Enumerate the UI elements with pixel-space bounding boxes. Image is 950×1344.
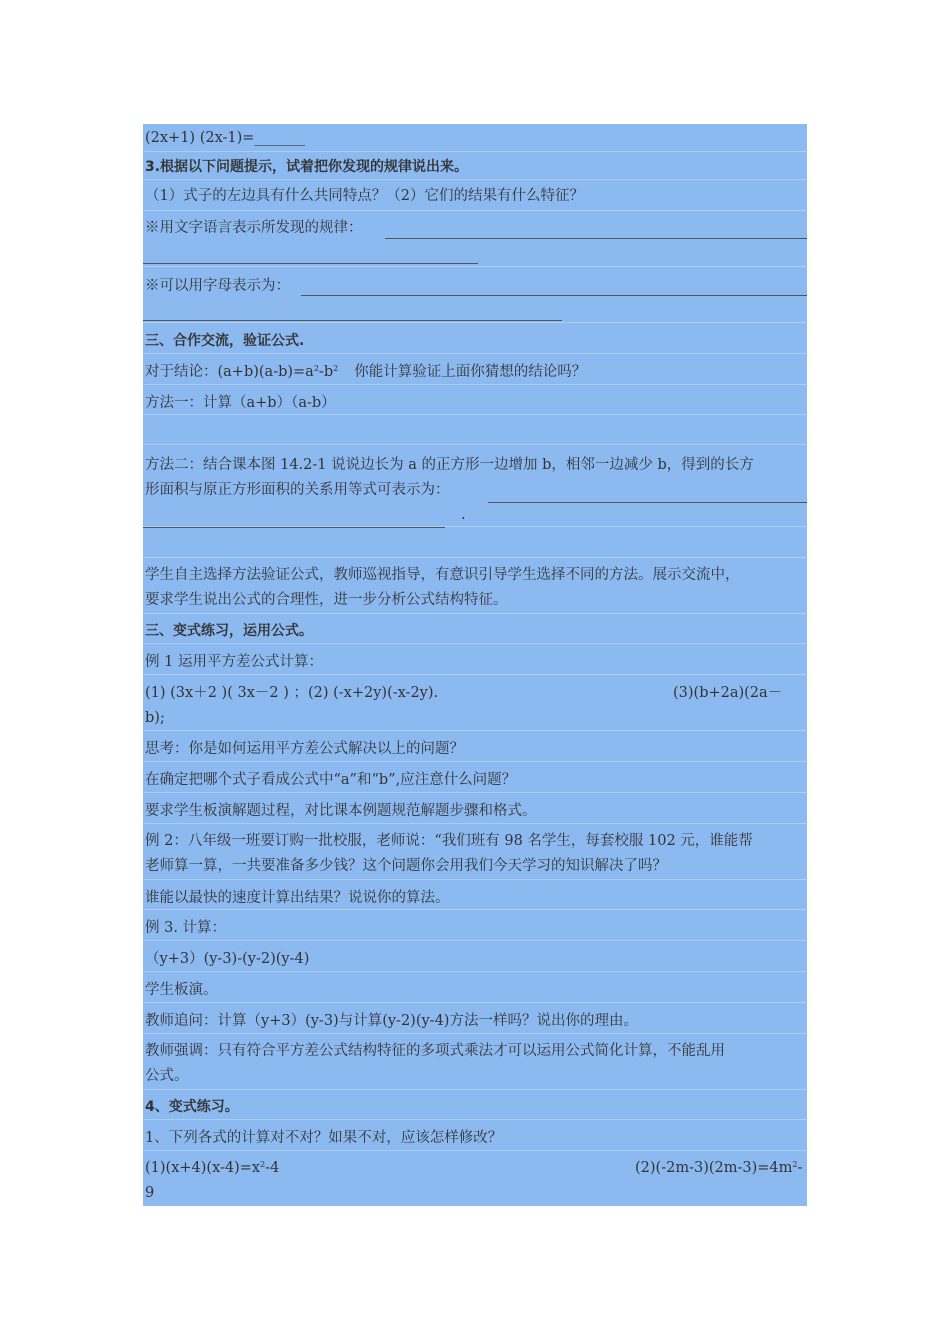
text-row xyxy=(143,124,807,152)
example-2-line-1: 例 2：八年级一班要订购一批校服，老师说：“我们班有 98 名学生，每套校服 102 元，谁能帮 xyxy=(145,833,753,849)
text-row xyxy=(143,731,807,762)
method-two-line-1: 方法二：结合课本图 14.2-1 说说边长为 a 的正方形一边增加 b，相邻一边减少 b，得到的长方 xyxy=(145,457,754,473)
student-board-demo: 学生板演。 xyxy=(145,982,218,998)
text-row xyxy=(143,910,807,941)
text-row xyxy=(143,1034,807,1090)
teacher-follow-up: 教师追问：计算（y+3）(y-3)与计算(y-2)(y-4)方法一样吗？说出你的理由。 xyxy=(145,1013,638,1029)
exponent: 2 xyxy=(313,364,319,373)
example-3-title: 例 3. 计算： xyxy=(145,920,227,936)
section-heading: 4、变式练习。 xyxy=(145,1099,239,1115)
text-row xyxy=(143,1151,807,1206)
conclusion-prefix: 对于结论：(a+b)(a-b)=a xyxy=(145,364,314,380)
example-3-expression: （y+3）(y-3)-(y-2)(y-4) xyxy=(145,951,310,967)
text-row xyxy=(143,972,807,1003)
text-row xyxy=(143,211,807,267)
text-row xyxy=(143,1090,807,1120)
exercise-1-item-2 xyxy=(635,1156,802,1181)
example-1-item-3-tail: b); xyxy=(145,710,165,726)
text-row xyxy=(143,824,807,880)
text-row xyxy=(143,1120,807,1151)
question-3: 3.根据以下问题提示，试着把你发现的规律说出来。 xyxy=(145,159,469,175)
answer-blank xyxy=(301,295,807,296)
text-row xyxy=(143,1003,807,1034)
example-1-title: 例 1 运用平方差公式计算： xyxy=(145,654,323,670)
text-row xyxy=(143,941,807,972)
teacher-emphasis-line-1: 教师强调：只有符合平方差公式结构特征的多项式乘法才可以运用公式简化计算，不能乱用 xyxy=(145,1043,725,1059)
exponent: 2 xyxy=(260,1160,266,1169)
text-row xyxy=(143,323,807,354)
exercise-1-item-1-b: -4 xyxy=(265,1160,280,1176)
text-row xyxy=(143,558,807,614)
exercise-1-item-2-tail: 9 xyxy=(145,1185,155,1201)
exercise-line: (2x+1) (2x-1)=_______ xyxy=(145,130,306,146)
answer-blank xyxy=(143,263,478,264)
text-row xyxy=(143,762,807,793)
rule-in-words-label: ※用文字语言表示所发现的规律： xyxy=(145,220,363,236)
answer-blank xyxy=(385,238,807,239)
text-row xyxy=(143,614,807,644)
attention-question: 在确定把哪个式子看成公式中“a”和“b”,应注意什么问题？ xyxy=(145,772,517,788)
board-demo-note: 要求学生板演解题过程，对比课本例题规范解题步骤和格式。 xyxy=(145,803,537,819)
text-row xyxy=(143,180,807,211)
text-row xyxy=(143,152,807,180)
section-heading: 三、变式练习，运用公式。 xyxy=(145,623,313,639)
text-row xyxy=(143,644,807,675)
answer-blank xyxy=(143,320,562,321)
text-row xyxy=(143,793,807,824)
answer-blank xyxy=(488,502,807,503)
exponent: 2 xyxy=(792,1160,798,1169)
text-row xyxy=(143,385,807,415)
hint-questions: （1）式子的左边具有什么共同特点？（2）它们的结果有什么特征？ xyxy=(145,188,584,204)
rule-in-letters-label: ※可以用字母表示为： xyxy=(145,278,290,294)
example-1-items: (1) (3x＋2 )( 3x－2 ) ；(2) (-x+2y)(-x-2y). xyxy=(145,685,439,701)
teaching-note-line-2: 要求学生说出公式的合理性，进一步分析公式结构特征。 xyxy=(145,592,508,608)
empty-row xyxy=(143,415,807,445)
example-2-line-2: 老师算一算，一共要准备多少钱？这个问题你会用我们今天学习的知识解决了吗？ xyxy=(145,858,667,874)
method-one: 方法一：计算（a+b）（a-b） xyxy=(145,395,336,411)
exercise-1-item-1-a: (1)(x+4)(x-4)=x xyxy=(145,1160,261,1176)
exercise-1-item-2-b: - xyxy=(797,1160,803,1176)
teaching-note-line-1: 学生自主选择方法验证公式，教师巡视指导，有意识引导学生选择不同的方法。展示交流中， xyxy=(145,567,740,583)
think-question: 思考：你是如何运用平方差公式解决以上的问题？ xyxy=(145,741,464,757)
fastest-question: 谁能以最快的速度计算出结果？说说你的算法。 xyxy=(145,890,450,906)
section-heading: 三、合作交流，验证公式. xyxy=(145,333,305,349)
example-1-item-3: (3)(b+2a)(2a－ xyxy=(673,685,783,701)
period: . xyxy=(461,507,466,523)
text-row xyxy=(143,267,807,323)
empty-row xyxy=(143,527,807,558)
exponent: 2 xyxy=(333,364,339,373)
text-row xyxy=(143,445,807,527)
exercise-1-title: 1、下列各式的计算对不对？如果不对，应该怎样修改？ xyxy=(145,1130,503,1146)
conclusion-term: -b xyxy=(318,364,334,380)
text-row xyxy=(143,675,807,731)
text-row xyxy=(143,880,807,910)
lesson-content-panel xyxy=(143,124,807,1206)
exercise-1-item-2-a: (2)(-2m-3)(2m-3)=4m xyxy=(635,1160,793,1176)
method-two-line-2: 形面积与原正方形面积的关系用等式可表示为： xyxy=(145,482,450,498)
text-row xyxy=(143,354,807,385)
teacher-emphasis-line-2: 公式。 xyxy=(145,1068,189,1084)
conclusion-question: 你能计算验证上面你猜想的结论吗？ xyxy=(354,364,587,380)
